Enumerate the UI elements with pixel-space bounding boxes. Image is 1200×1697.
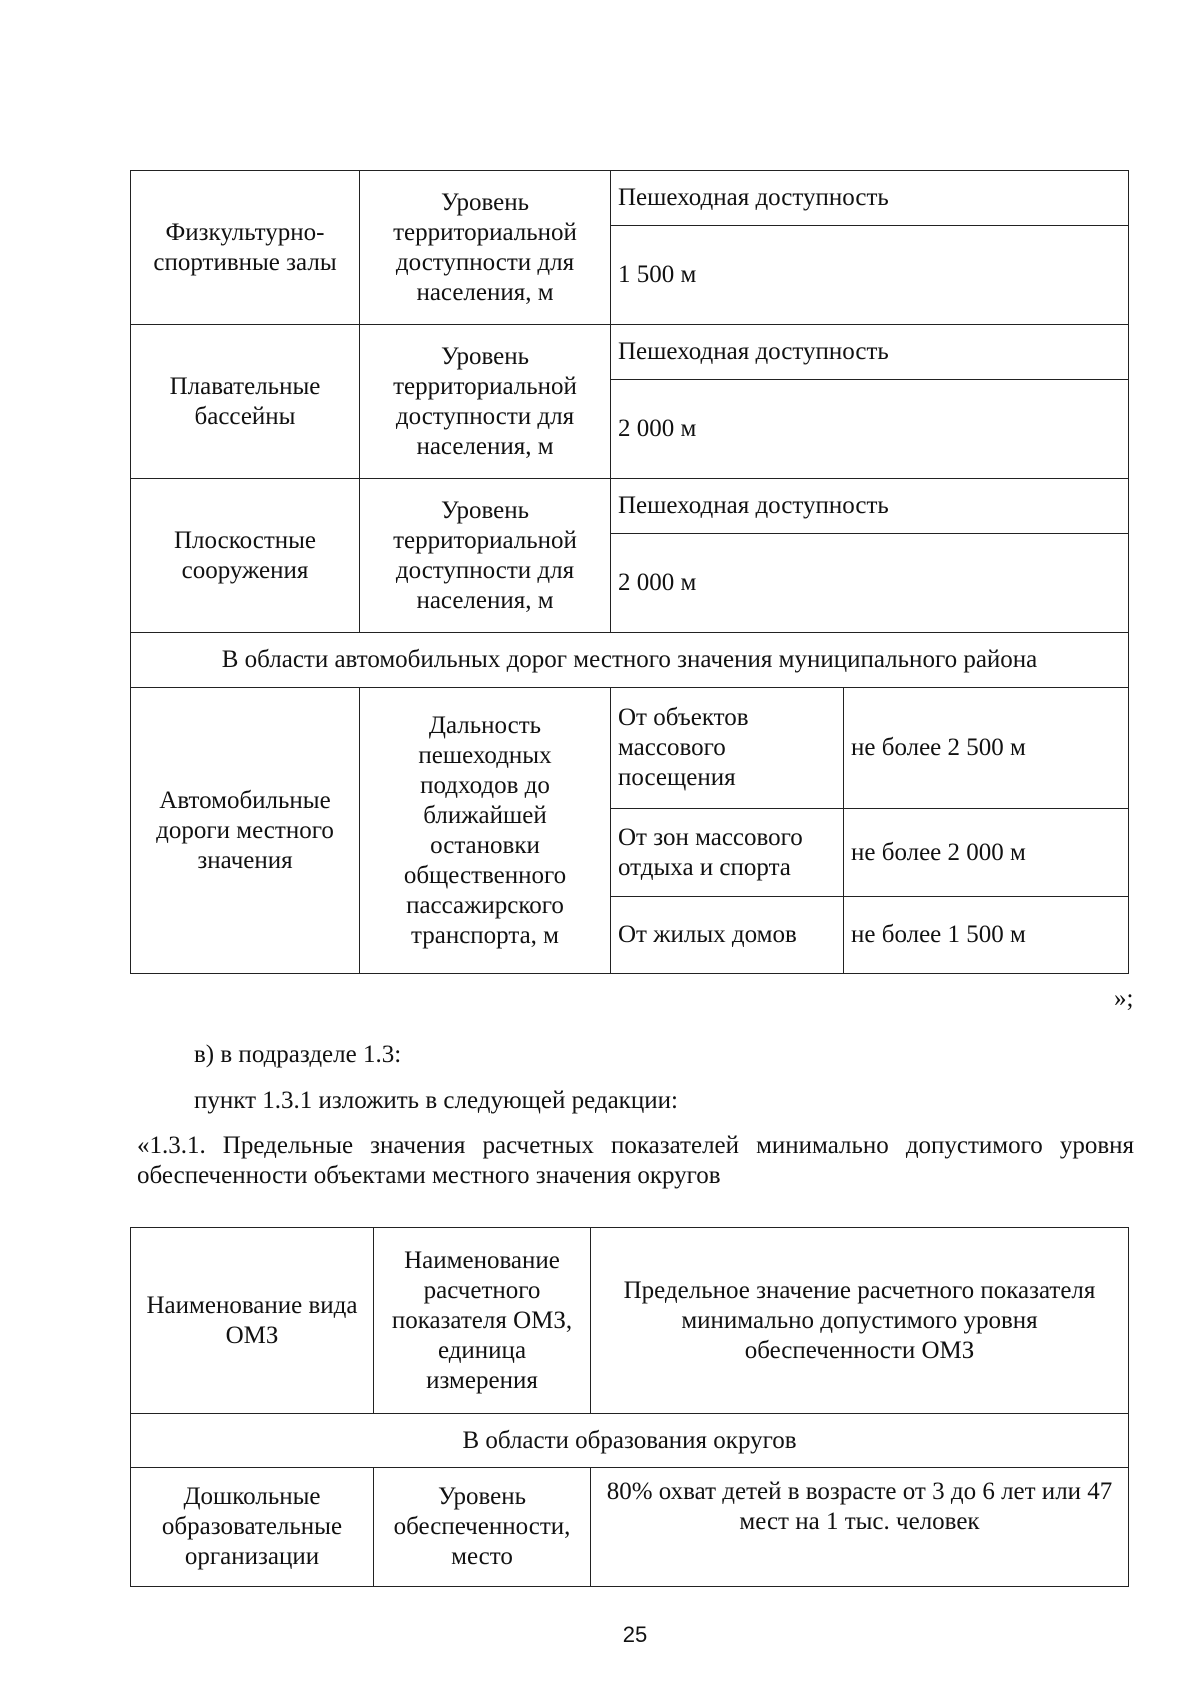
section-header-education: В области образования округов [131, 1414, 1129, 1468]
page-number: 25 [622, 1622, 648, 1647]
section-header-roads: В области автомобильных дорог местного значения муниципального района [131, 633, 1129, 688]
access-type-cell: Пешеходная доступность [611, 479, 1129, 534]
access-type-cell: Пешеходная доступность [611, 171, 1129, 226]
value-cell: 80% охват детей в возрасте от 3 до 6 лет или 47 мест на 1 тыс. человек [591, 1468, 1129, 1587]
facility-name-cell: Автомобильные дороги местного значения [131, 688, 360, 974]
access-type-cell: Пешеходная доступность [611, 325, 1129, 380]
indicator-cell: Уровень территориальной доступности для населения, м [360, 171, 611, 325]
distance-from-cell: От объектов массового посещения [611, 688, 844, 809]
paragraph-clause-1-3-1: «1.3.1. Предельные значения расчетных показателей минимально допустимого уровня обеспеченности объектами местного значения округов [137, 1132, 1134, 1189]
standards-table-districts [130, 1227, 1129, 1587]
distance-value-cell: не более 2 500 м [844, 688, 1129, 809]
distance-from-cell: От зон массового отдыха и спорта [611, 809, 844, 897]
distance-value-cell: не более 1 500 м [844, 897, 1129, 974]
paragraph-subsection: в) в подразделе 1.3: [194, 1041, 402, 1068]
closing-quote: »; [1114, 985, 1134, 1012]
access-value-cell: 1 500 м [611, 226, 1129, 325]
paragraph-instruction: пункт 1.3.1 изложить в следующей редакции: [194, 1087, 678, 1114]
access-value-cell: 2 000 м [611, 380, 1129, 479]
indicator-cell: Уровень обеспеченности, место [374, 1468, 591, 1587]
standards-table-continued [130, 170, 1129, 974]
facility-name-cell: Физкультурно-спортивные залы [131, 171, 360, 325]
access-value-cell: 2 000 м [611, 534, 1129, 633]
facility-name-cell: Плоскостные сооружения [131, 479, 360, 633]
facility-name-cell: Дошкольные образовательные организации [131, 1468, 374, 1587]
column-header: Наименование расчетного показателя ОМЗ, единица измерения [374, 1228, 591, 1414]
indicator-cell: Дальность пешеходных подходов до ближайшей остановки общественного пассажирского транспорта, м [360, 688, 611, 974]
facility-name-cell: Плавательные бассейны [131, 325, 360, 479]
column-header: Предельное значение расчетного показателя минимально допустимого уровня обеспеченности ОМЗ [591, 1228, 1129, 1414]
distance-value-cell: не более 2 000 м [844, 809, 1129, 897]
indicator-cell: Уровень территориальной доступности для населения, м [360, 479, 611, 633]
distance-from-cell: От жилых домов [611, 897, 844, 974]
column-header: Наименование вида ОМЗ [131, 1228, 374, 1414]
indicator-cell: Уровень территориальной доступности для населения, м [360, 325, 611, 479]
